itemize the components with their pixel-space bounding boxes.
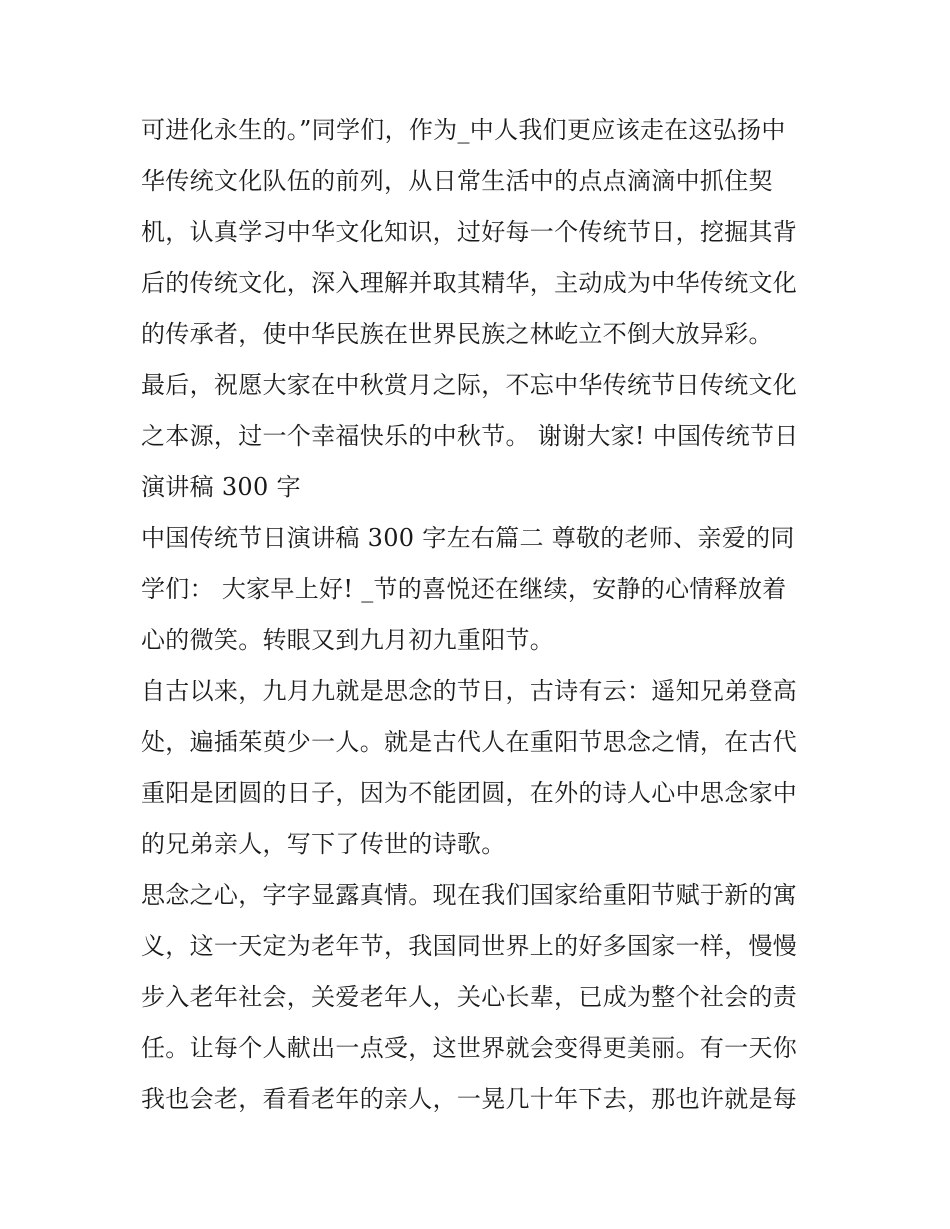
text-line: 华传统文化队伍的前列，从日常生活中的点点滴滴中抓住契: [141, 167, 773, 195]
text-line: 之本源，过一个幸福快乐的中秋节。 谢谢大家! 中国传统节日: [141, 422, 799, 450]
text-line: 学们： 大家早上好! _节的喜悦还在继续，安静的心情释放着: [141, 575, 787, 603]
text-line: 机，认真学习中华文化知识，过好每一个传统节日，挖掘其背: [141, 218, 798, 246]
text-line: 思念之心，字字显露真情。现在我们国家给重阳节赋于新的寓: [141, 881, 798, 909]
text-line: 的兄弟亲人，写下了传世的诗歌。: [141, 830, 506, 858]
text-line: 心的微笑。转眼又到九月初九重阳节。: [141, 626, 555, 654]
text-line: 演讲稿 300 字: [141, 473, 301, 501]
text-line: 最后，祝愿大家在中秋赏月之际，不忘中华传统节日传统文化: [141, 371, 798, 399]
text-line: 中国传统节日演讲稿 300 字左右篇二 尊敬的老师、亲爱的同: [141, 524, 795, 552]
text-line: 义，这一天定为老年节，我国同世界上的好多国家一样，慢慢: [141, 932, 798, 960]
document-body: [141, 105, 821, 1125]
text-line: 我也会老，看看老年的亲人，一晃几十年下去，那也许就是每: [141, 1085, 798, 1113]
text-line: 后的传统文化，深入理解并取其精华，主动成为中华传统文化: [141, 269, 798, 297]
text-line: 可进化永生的。”同学们，作为_中人我们更应该走在这弘扬中: [141, 116, 786, 144]
text-line: 重阳是团圆的日子，因为不能团圆，在外的诗人心中思念家中: [141, 779, 798, 807]
text-line: 任。让每个人献出一点受，这世界就会变得更美丽。有一天你: [141, 1034, 798, 1062]
text-line: 自古以来，九月九就是思念的节日，古诗有云：遥知兄弟登高: [141, 677, 798, 705]
text-line: 处，遍插茱萸少一人。就是古代人在重阳节思念之情，在古代: [141, 728, 798, 756]
text-line: 步入老年社会，关爱老年人，关心长辈，已成为整个社会的责: [141, 983, 798, 1011]
text-line: 的传承者，使中华民族在世界民族之林屹立不倒大放异彩。: [141, 320, 773, 348]
